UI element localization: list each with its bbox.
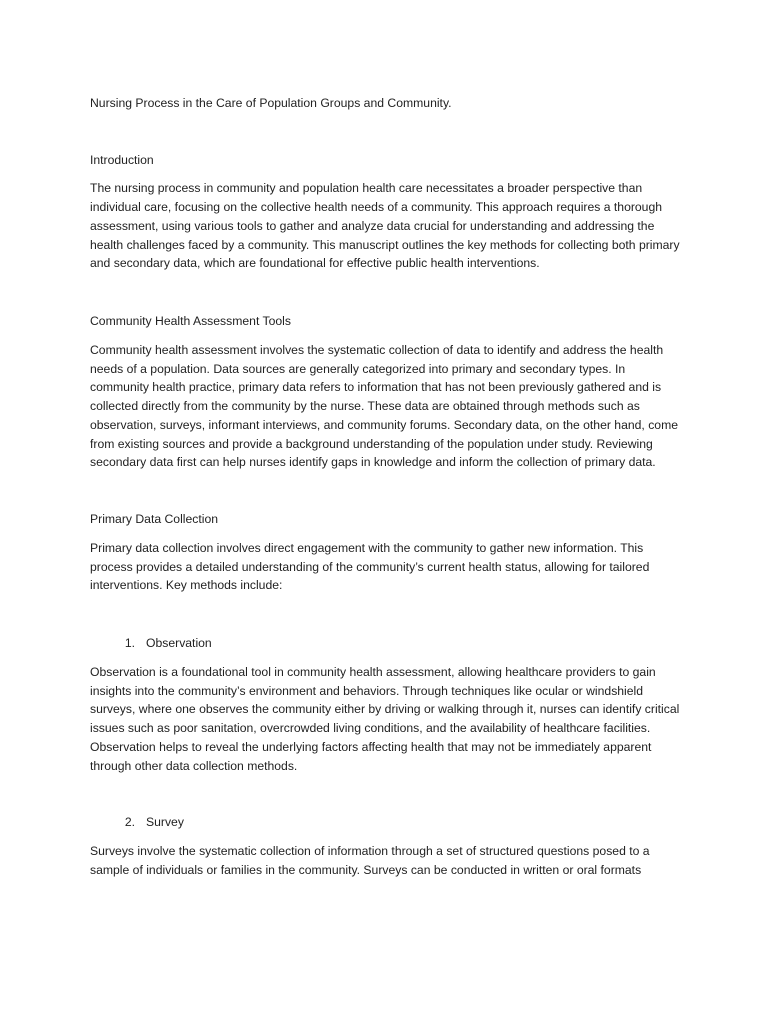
primary-data-heading: Primary Data Collection [90, 512, 219, 527]
spacer [90, 472, 686, 510]
list-number: 1. [124, 636, 135, 651]
introduction-heading: Introduction [90, 152, 154, 167]
spacer [90, 595, 686, 634]
spacer [90, 273, 686, 312]
introduction-paragraph: The nursing process in community and population health care necessitates a broader perspective than individual care, focusing on the collective health needs of a community. This approach requires a thorough assessment, using various tools to gather and analyze data crucial for understanding and addressing the health challenges faced by a community. This manuscript outlines the key methods for collecting both primary and secondary data, which are foundational for effective public health interventions. [90, 181, 680, 271]
document-page [90, 94, 686, 879]
list-item-survey [90, 813, 686, 832]
spacer [90, 775, 686, 813]
survey-paragraph: Surveys involve the systematic collection of information through a set of structured questions posed to a sample of individuals or families in the community. Surveys can be conducted in written or oral formats [90, 843, 650, 877]
assessment-tools-paragraph: Community health assessment involves the systematic collection of data to identify and address the health needs of a population. Data sources are generally categorized into primary and secondary types. In community health practice, primary data refers to information that has not been previously gathered and is collected directly from the community by the nurse. These data are obtained through methods such as observation, surveys, informant interviews, and community forums. Secondary data, on the other hand, come from existing sources and provide a background understanding of the population under study. Reviewing secondary data first can help nurses identify gaps in knowledge and inform the collection of primary data. [90, 342, 678, 470]
observation-paragraph: Observation is a foundational tool in community health assessment, allowing healthcare providers to gain insights into the community’s environment and behaviors. Through techniques like ocular or windshield surveys, where one observes the community either by driving or walking through it, nurses can identify critical issues such as poor sanitation, overcrowded living conditions, and the availability of healthcare facilities. Observation helps to reveal the underlying factors affecting health that may not be immediately apparent through other data collection methods. [90, 664, 680, 773]
assessment-tools-heading: Community Health Assessment Tools [90, 314, 291, 329]
list-number: 2. [124, 815, 135, 830]
list-label: Survey [146, 815, 184, 830]
primary-data-paragraph: Primary data collection involves direct engagement with the community to gather new information. This process provides a detailed understanding of the community’s current health status, allowing for tailored interventions. Key methods include: [90, 540, 650, 593]
list-label: Observation [146, 636, 212, 651]
document-title: Nursing Process in the Care of Population Groups and Community. [90, 96, 452, 110]
list-item-observation [90, 634, 686, 653]
